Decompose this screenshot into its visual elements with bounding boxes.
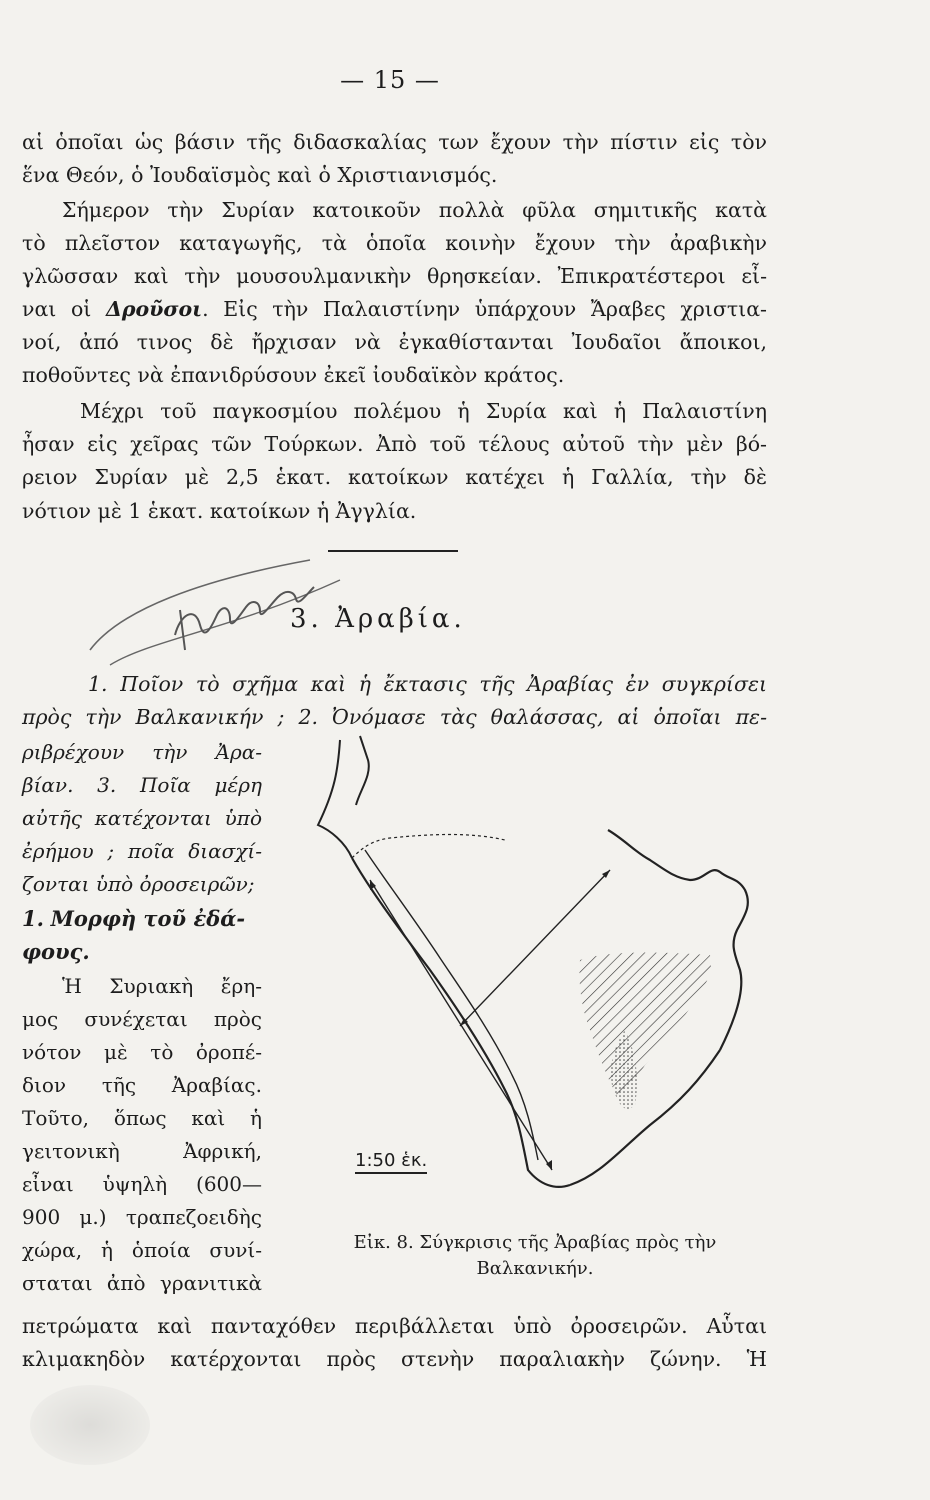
question-line: πρὸς τὴν Βαλκανικήν ; 2. Ὀνόμασε τὰς θαλάσσας, αἱ ὁποῖαι πε-: [22, 705, 767, 729]
text-line: πετρώματα καὶ πανταχόθεν περιβάλλεται ὑπὸ ὀροσειρῶν. Αὗται: [22, 1314, 767, 1338]
text-line: κλιμακηδὸν κατέρχονται πρὸς στενὴν παραλιακὴν ζώνην. Ἡ: [22, 1347, 767, 1371]
text-line: γειτονικὴ Ἀφρική,: [22, 1139, 262, 1163]
subheading: [22, 905, 262, 933]
text-line: μος συνέχεται πρὸς: [22, 1007, 262, 1031]
subheading-number: 1.: [22, 906, 44, 931]
subheading-cont: [22, 938, 262, 966]
section-heading: 3. Ἀραβία.: [290, 604, 466, 634]
text-line: Μέχρι τοῦ παγκοσμίου πολέμου ἡ Συρία καὶ ἡ Παλαιστίνη: [80, 399, 767, 423]
text-line: νότιον μὲ 1 ἑκατ. κατοίκων ἡ Ἀγγλία.: [22, 499, 417, 523]
text-line: τὸ πλεῖστον καταγωγῆς, τὰ ὁποῖα κοινὴν ἔχουν τὴν ἀραβικὴν: [22, 231, 767, 255]
text-line: Σήμερον τὴν Συρίαν κατοικοῦν πολλὰ φῦλα σημιτικῆς κατὰ: [62, 198, 767, 222]
text-line: αἱ ὁποῖαι ὡς βάσιν τῆς διδασκαλίας των ἔχουν τὴν πίστιν εἰς τὸν: [22, 130, 767, 154]
text-line: Τοῦτο, ὅπως καὶ ἡ: [22, 1106, 262, 1130]
scale-label: 1:50 ἑκ.: [355, 1150, 427, 1174]
text-line: χώρα, ἡ ὁποία συνί-: [22, 1238, 262, 1262]
text-line: 900 μ.) τραπεζοειδὴς: [22, 1205, 262, 1229]
text-line: [22, 295, 767, 323]
question-line: 1. Ποῖον τὸ σχῆμα καὶ ἡ ἔκτασις τῆς Ἀραβίας ἐν συγκρίσει: [88, 672, 767, 696]
text-line: γλῶσσαν καὶ τὴν μουσουλμανικὴν θρησκείαν. Ἐπικρατέστεροι εἶ-: [22, 264, 767, 288]
question-line: ζονται ὑπὸ ὀροσειρῶν;: [22, 872, 255, 896]
text-line: νοί, ἀπό τινος δὲ ἤρχισαν νὰ ἐγκαθίστανται Ἰουδαῖοι ἄποικοι,: [22, 330, 767, 354]
caption-line: Βαλκανικήν.: [476, 1258, 594, 1279]
text-line: διον τῆς Ἀραβίας.: [22, 1073, 262, 1097]
subheading-text: φους.: [22, 939, 90, 964]
text-line: ρειον Συρίαν μὲ 2,5 ἑκατ. κατοίκων κατέχει ἡ Γαλλία, τὴν δὲ: [22, 465, 767, 489]
text-line: νότον μὲ τὸ ὀροπέ-: [22, 1040, 262, 1064]
figure-caption: [310, 1230, 760, 1282]
text-line: σταται ἀπὸ γρανιτικὰ: [22, 1271, 262, 1295]
arabia-map: [290, 730, 765, 1200]
emphasized-term: Δροῦσοι: [105, 297, 203, 321]
question-line: ἐρήμου ; ποῖα διασχί-: [22, 839, 262, 863]
paper-stain: [30, 1385, 150, 1465]
question-line: αὐτῆς κατέχονται ὑπὸ: [22, 806, 262, 830]
text-line: ποθοῦντες νὰ ἐπανιδρύσουν ἐκεῖ ἰουδαϊκὸν κράτος.: [22, 363, 565, 387]
text-fragment: ναι οἱ: [22, 297, 92, 321]
question-line: βίαν. 3. Ποῖα μέρη: [22, 773, 262, 797]
caption-line: Εἰκ. 8. Σύγκρισις τῆς Ἀραβίας πρὸς τὴν: [353, 1232, 717, 1253]
text-line: ἕνα Θεόν, ὁ Ἰουδαϊσμὸς καὶ ὁ Χριστιανισμός.: [22, 163, 498, 187]
text-line: ἦσαν εἰς χεῖρας τῶν Τούρκων. Ἀπὸ τοῦ τέλους αὐτοῦ τὴν μὲν βό-: [22, 432, 767, 456]
subheading-text: Μορφὴ τοῦ ἐδά-: [50, 906, 246, 931]
text-line: εἶναι ὑψηλὴ (600—: [22, 1172, 262, 1196]
page-number: — 15 —: [340, 66, 440, 94]
text-line: Ἡ Συριακὴ ἔρη-: [62, 974, 262, 998]
text-fragment: . Εἰς τὴν Παλαιστίνην ὑπάρχουν Ἄραβες χριστια-: [202, 297, 767, 321]
question-line: ριβρέχουν τὴν Ἀρα-: [22, 740, 262, 764]
